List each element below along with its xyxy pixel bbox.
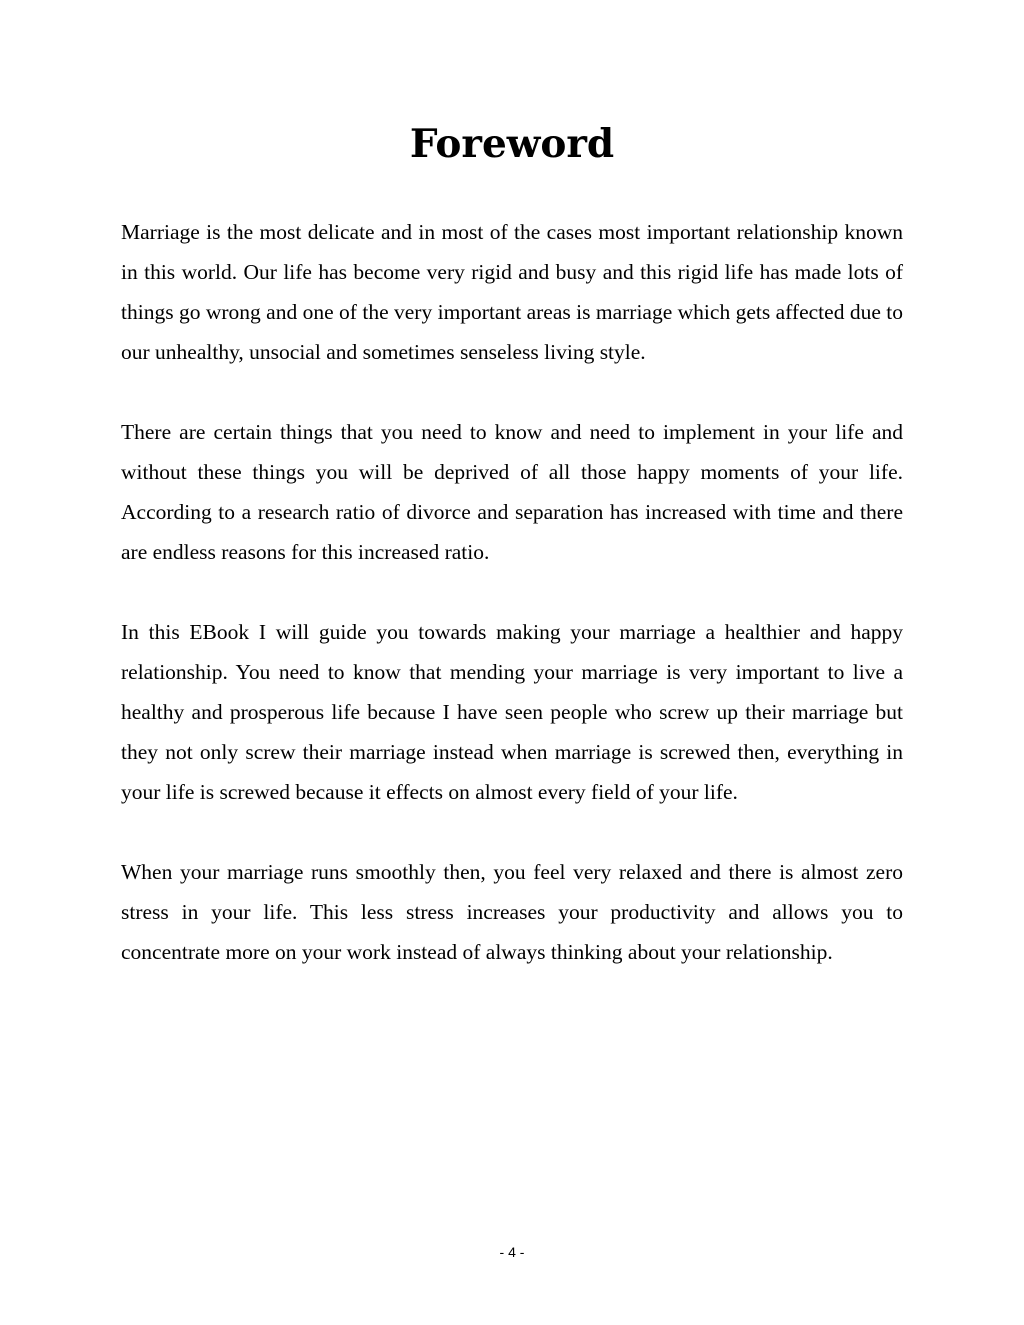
page-title: Foreword bbox=[409, 121, 615, 167]
paragraph-2: There are certain things that you need to know and need to implement in your life and without these things you will be deprived of all those happy moments of your life. According to a research ratio of divorce and separation has increased with time and there are endless reasons for this increased ratio. bbox=[121, 420, 903, 564]
page-number: - 4 - bbox=[499, 1244, 525, 1260]
paragraph-1: Marriage is the most delicate and in most of the cases most important relationship known in this world. Our life has become very rigid and busy and this rigid life has made lots of things go wrong and one of the very important areas is marriage which gets affected due to our unhealthy, unsocial and sometimes senseless living style. bbox=[121, 220, 903, 364]
body-text bbox=[121, 212, 903, 1012]
paragraph-3: In this EBook I will guide you towards making your marriage a healthier and happy relationship. You need to know that mending your marriage is very important to live a healthy and prosperous life because I have seen people who screw up their marriage but they not only screw their marriage instead when marriage is screwed then, everything in your life is screwed because it effects on almost every field of your life. bbox=[121, 620, 903, 804]
paragraph-4: When your marriage runs smoothly then, you feel very relaxed and there is almost zero stress in your life. This less stress increases your productivity and allows you to concentrate more on your work instead of always thinking about your relationship. bbox=[121, 860, 903, 964]
